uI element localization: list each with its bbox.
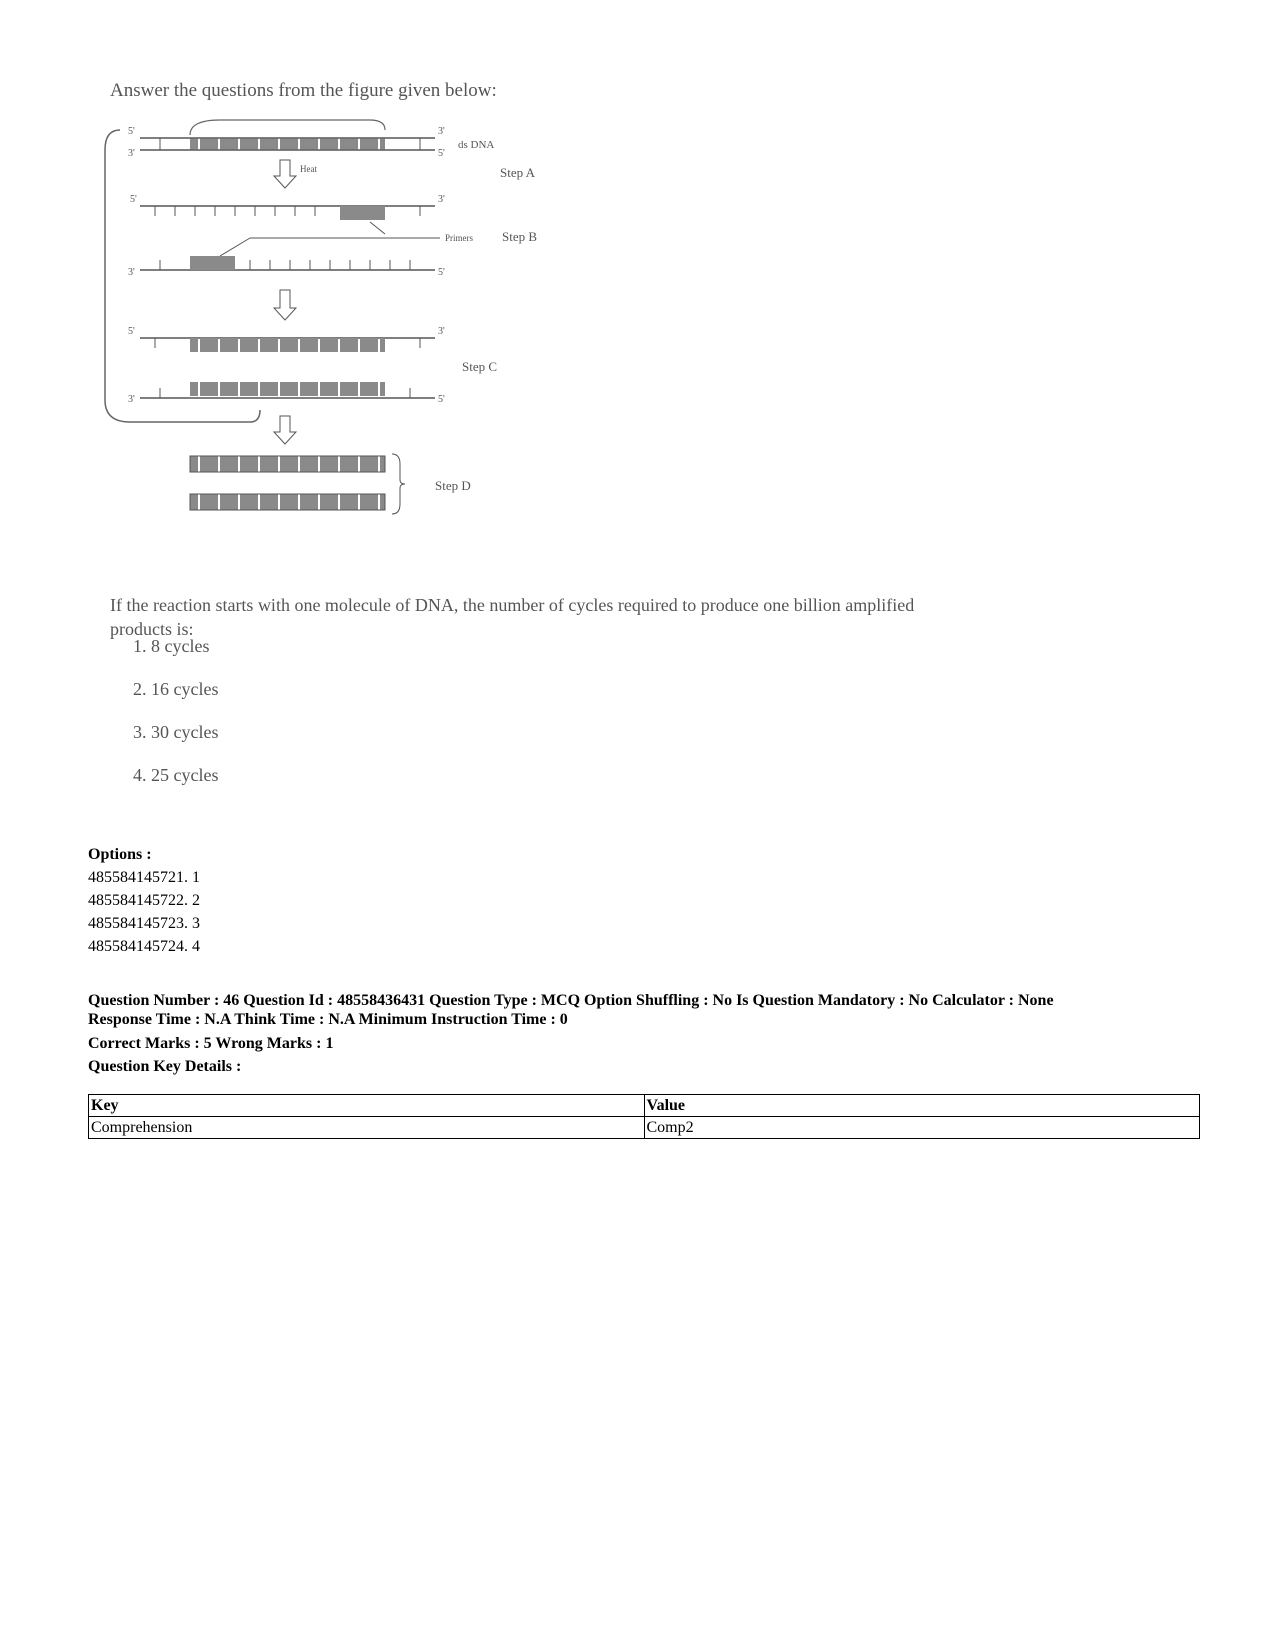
svg-text:Primers: Primers xyxy=(445,233,473,243)
table-header-key: Key xyxy=(89,1095,645,1117)
svg-text:ds DNA: ds DNA xyxy=(458,139,495,151)
option-item: 485584145721. 1 xyxy=(88,869,200,886)
pcr-diagram xyxy=(100,110,660,610)
table-header-row xyxy=(89,1095,1200,1117)
svg-text:Step D: Step D xyxy=(435,478,471,493)
choice-4: 4. 25 cycles xyxy=(133,765,219,785)
option-item: 485584145724. 4 xyxy=(88,938,200,955)
choice-3: 3. 30 cycles xyxy=(133,722,219,742)
svg-text:3': 3' xyxy=(128,148,135,159)
question-meta-line1: Question Number : 46 Question Id : 48558436431 Question Type : MCQ Option Shuffling : No Is Question Mandatory : No Calculator : None xyxy=(88,992,1054,1009)
svg-text:Heat: Heat xyxy=(300,164,317,174)
table-cell-key: Comprehension xyxy=(89,1117,645,1139)
option-item: 485584145723. 3 xyxy=(88,915,200,932)
question-meta-line2: Response Time : N.A Think Time : N.A Minimum Instruction Time : 0 xyxy=(88,1011,568,1028)
svg-text:5': 5' xyxy=(128,326,135,337)
svg-text:5': 5' xyxy=(438,148,445,159)
table-header-value: Value xyxy=(644,1095,1200,1117)
key-details-table xyxy=(88,1094,1200,1139)
svg-text:Step A: Step A xyxy=(500,165,536,180)
table-cell-value: Comp2 xyxy=(644,1117,1200,1139)
svg-text:Step B: Step B xyxy=(502,229,538,244)
svg-text:3': 3' xyxy=(438,126,445,137)
ds-dna-strand xyxy=(140,138,435,150)
svg-text:5': 5' xyxy=(438,394,445,405)
svg-text:3': 3' xyxy=(128,394,135,405)
svg-text:5': 5' xyxy=(438,267,445,278)
table-row xyxy=(89,1117,1200,1139)
svg-text:3': 3' xyxy=(128,267,135,278)
svg-text:3': 3' xyxy=(438,326,445,337)
svg-text:Step C: Step C xyxy=(462,359,498,374)
key-details-heading: Question Key Details : xyxy=(88,1058,242,1075)
question-intro: Answer the questions from the figure given below: xyxy=(110,80,497,101)
choice-1: 1. 8 cycles xyxy=(133,636,210,656)
svg-text:5': 5' xyxy=(128,126,135,137)
question-text: If the reaction starts with one molecule of DNA, the number of cycles required to produce one billion amplified products is: xyxy=(110,595,915,639)
question-image xyxy=(100,70,930,830)
choice-2: 2. 16 cycles xyxy=(133,679,219,699)
option-item: 485584145722. 2 xyxy=(88,892,200,909)
svg-text:5': 5' xyxy=(130,194,137,205)
svg-text:3': 3' xyxy=(438,194,445,205)
marks-line: Correct Marks : 5 Wrong Marks : 1 xyxy=(88,1035,334,1052)
options-heading: Options : xyxy=(88,846,152,863)
